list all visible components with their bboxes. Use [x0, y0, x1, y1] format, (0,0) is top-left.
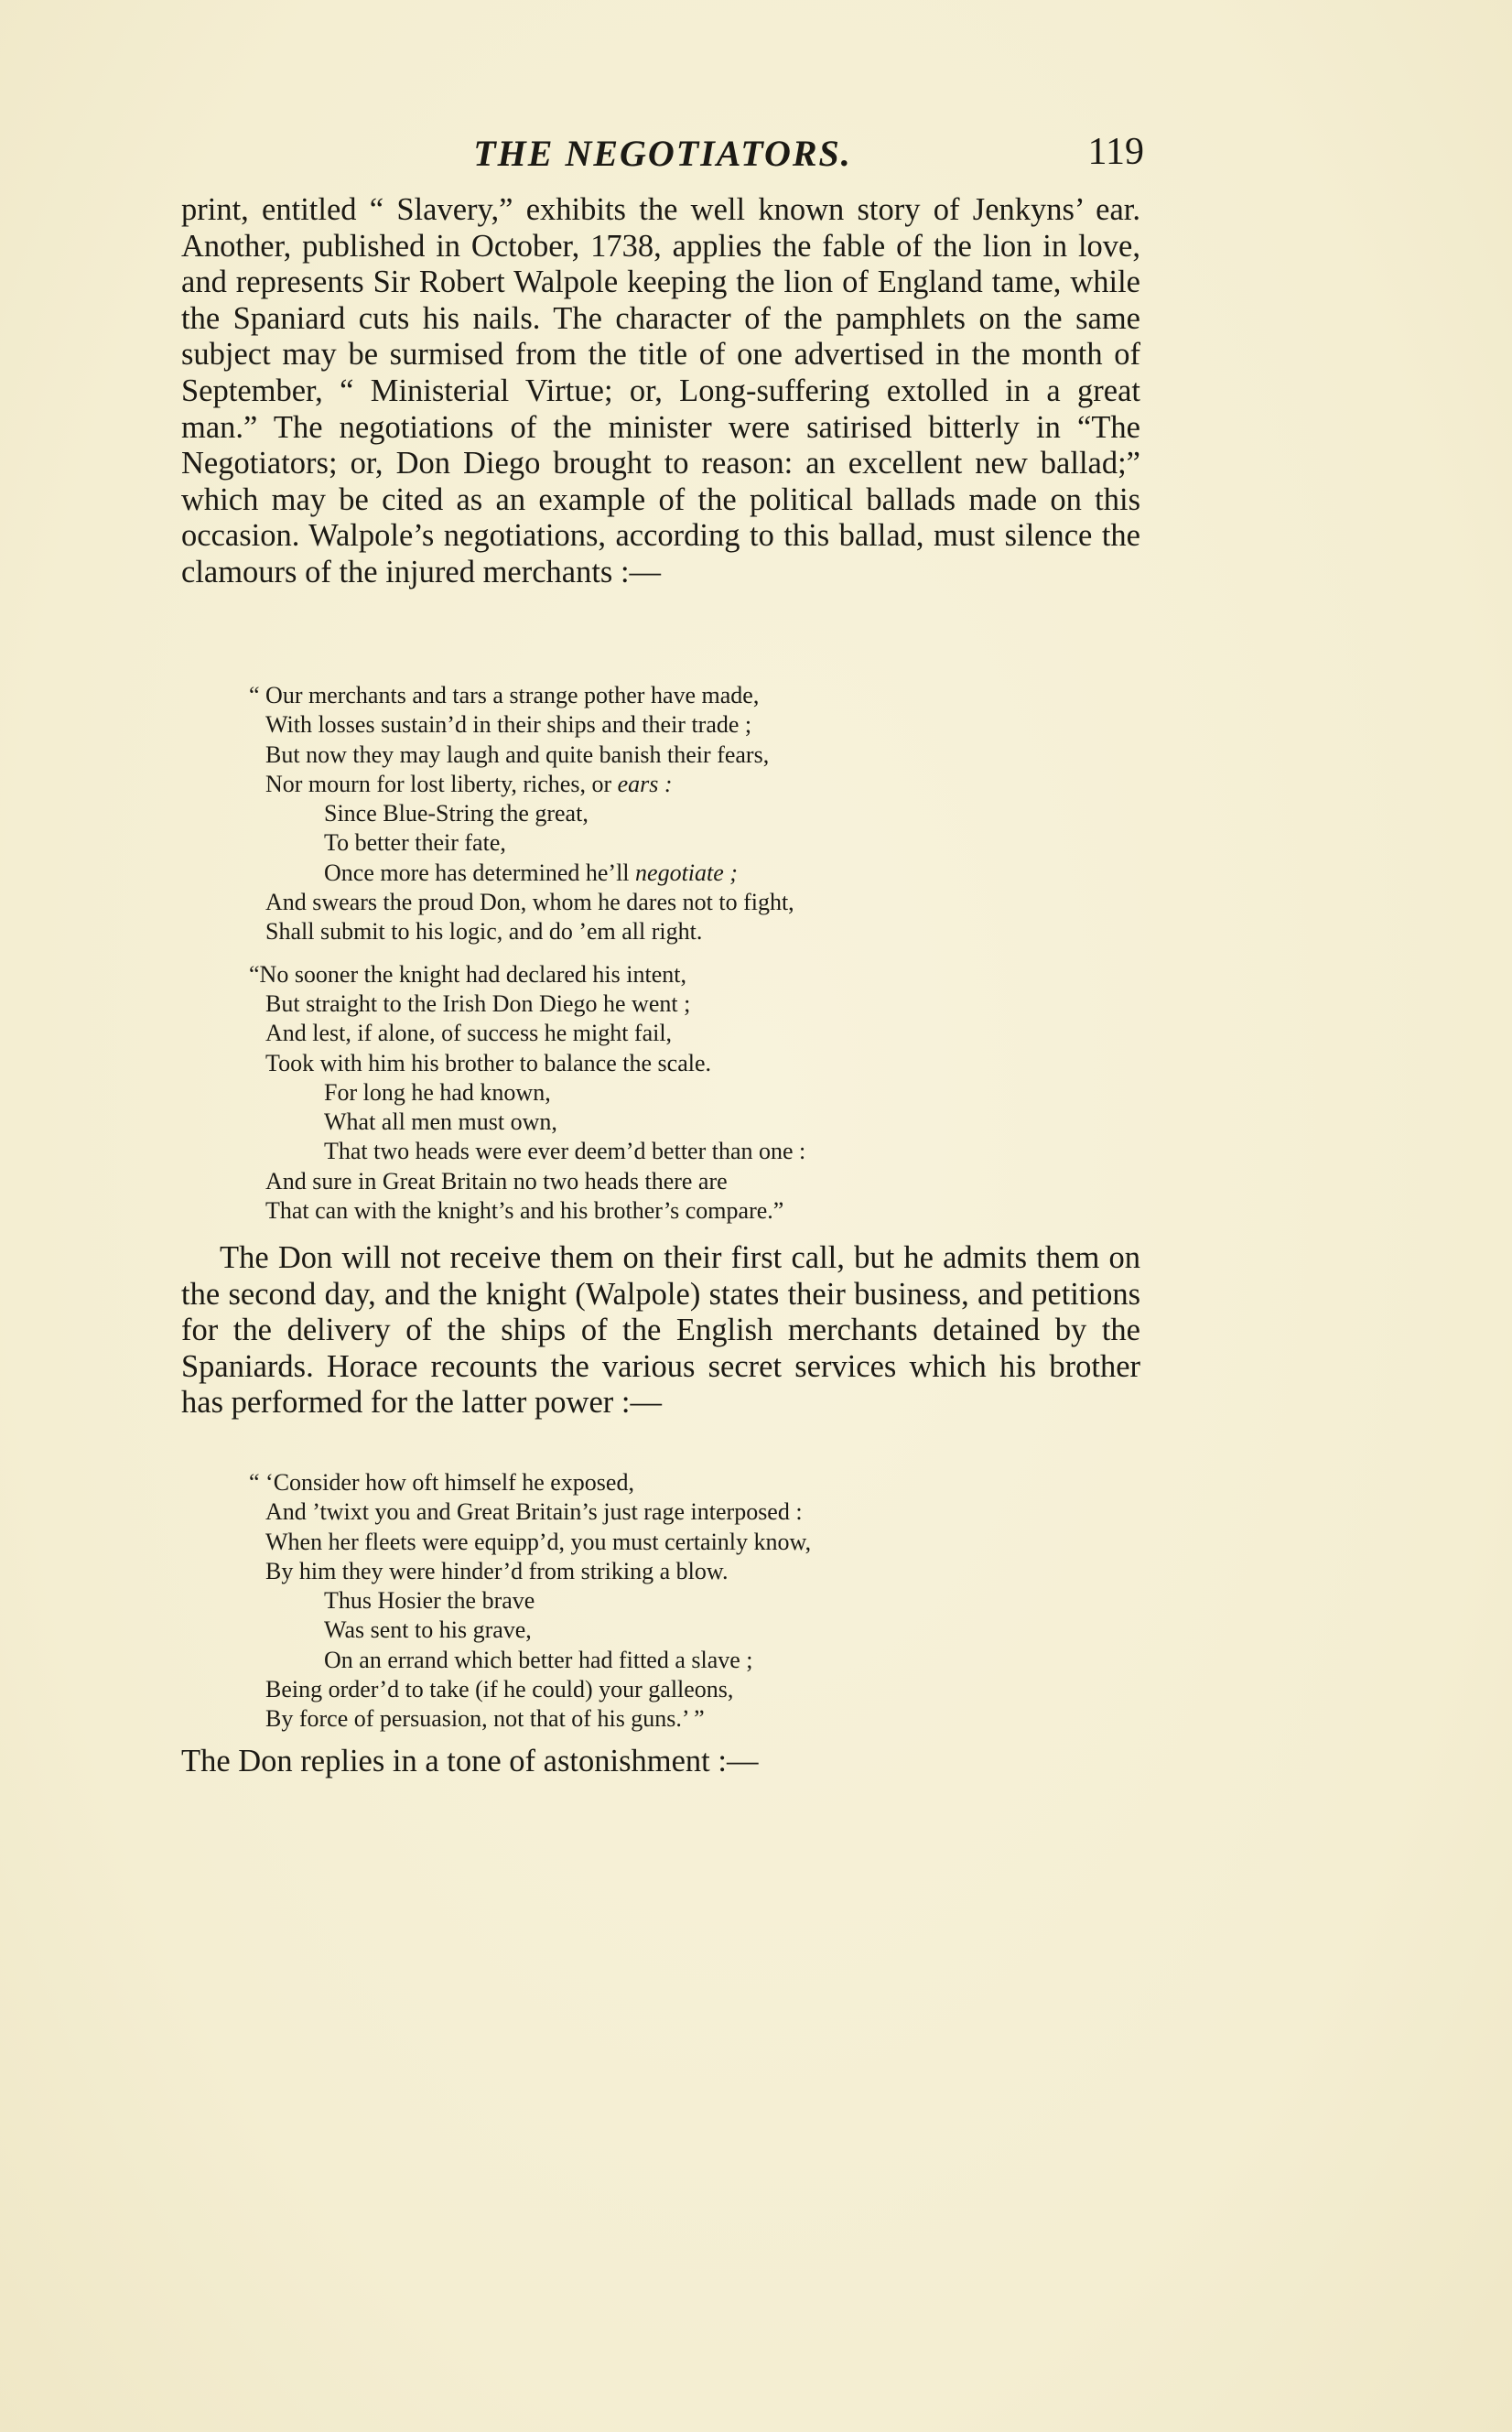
verse-line: But now they may laugh and quite banish their fears,: [265, 740, 770, 768]
verse-line: And ’twixt you and Great Britain’s just rage interposed :: [265, 1498, 803, 1526]
verse-line: With losses sustain’d in their ships and their trade ;: [265, 711, 752, 739]
stanza-3: [249, 1468, 1089, 1735]
verse-line: That two heads were ever deem’d better than one :: [324, 1138, 806, 1165]
verse-line: To better their fate,: [324, 829, 506, 857]
verse-line: Took with him his brother to balance the scale.: [265, 1049, 711, 1076]
verse-line: And lest, if alone, of success he might fail,: [265, 1020, 673, 1047]
verse-line: What all men must own,: [324, 1108, 557, 1136]
paragraph-text: The Don replies in a tone of astonishment :—: [181, 1744, 759, 1778]
verse-line: “ Our merchants and tars a strange pother have made,: [249, 682, 760, 708]
verse-line: By him they were hinder’d from striking a blow.: [265, 1557, 729, 1584]
verse-line: When her fleets were equipp’d, you must certainly know,: [265, 1528, 812, 1555]
verse-line: And swears the proud Don, whom he dares not to fight,: [265, 889, 794, 916]
verse-line: But straight to the Irish Don Diego he went ;: [265, 989, 691, 1017]
page-number: 119: [1087, 131, 1144, 173]
verse-line: “ ‘Consider how oft himself he exposed,: [249, 1469, 634, 1496]
paragraph-closing: [181, 1744, 1140, 1780]
verse-line: [265, 859, 1089, 888]
verse-line: Shall submit to his logic, and do ’em all right.: [265, 918, 703, 946]
verse-line: Since Blue-String the great,: [324, 800, 589, 827]
paragraph-text: print, entitled “ Slavery,” exhibits the well known story of Jenkyns’ ear. Another, published in October, 1738, applies the fable of the lion in love, and represents Sir Robert Walpole keeping the lion of England tame, while the Spaniard cuts his nails. The character of the pamphlets on the same subject may be surmised from the title of one advertised in the month of September, “ Ministerial Virtue; or, Long-suffering extolled in a great man.” The negotiations of the minister were satirised bitterly in “The Negotiators; or, Don Diego brought to reason: an excellent new ballad;” which may be cited as an example of the political ballads made on this occasion. Walpole’s negotiations, according to this ballad, must silence the clamours of the injured merchants :—: [181, 192, 1140, 589]
ballad-quotation-2: [249, 1468, 1089, 1747]
running-head: [181, 126, 1144, 181]
emphasis-text: ears :: [617, 770, 673, 797]
running-title: THE NEGOTIATORS.: [473, 133, 852, 174]
verse-line: And sure in Great Britain no two heads there are: [265, 1167, 728, 1194]
ballad-quotation-1: [249, 681, 1089, 1238]
verse-line-text: Once more has determined he’ll: [324, 859, 636, 886]
verse-line: Thus Hosier the brave: [324, 1587, 535, 1615]
paragraph-text: The Don will not receive them on their first call, but he admits them on the second day, and the knight (Walpole) states their business, and petitions for the delivery of the ships of the English merchants detained by the Spaniards. Horace recounts the various secret services which his brother has performed for the latter power :—: [181, 1240, 1140, 1421]
verse-line: On an errand which better had fitted a slave ;: [324, 1646, 753, 1673]
verse-line: Was sent to his grave,: [324, 1616, 532, 1644]
verse-line: [265, 770, 1089, 799]
verse-line: That can with the knight’s and his brother’s compare.”: [265, 1197, 784, 1225]
verse-line: “No sooner the knight had declared his intent,: [249, 960, 686, 988]
verse-line: By force of persuasion, not that of his guns.’ ”: [265, 1705, 705, 1733]
verse-line: For long he had known,: [324, 1078, 551, 1106]
stanza-2: [249, 960, 1089, 1227]
paragraph-middle: [181, 1240, 1140, 1421]
emphasis-text: negotiate ;: [635, 859, 738, 886]
stanza-1: [249, 681, 1089, 947]
verse-line: Being order’d to take (if he could) your galleons,: [265, 1676, 734, 1703]
verse-line-text: Nor mourn for lost liberty, riches, or: [265, 770, 618, 797]
paragraph-opening: [181, 192, 1140, 591]
